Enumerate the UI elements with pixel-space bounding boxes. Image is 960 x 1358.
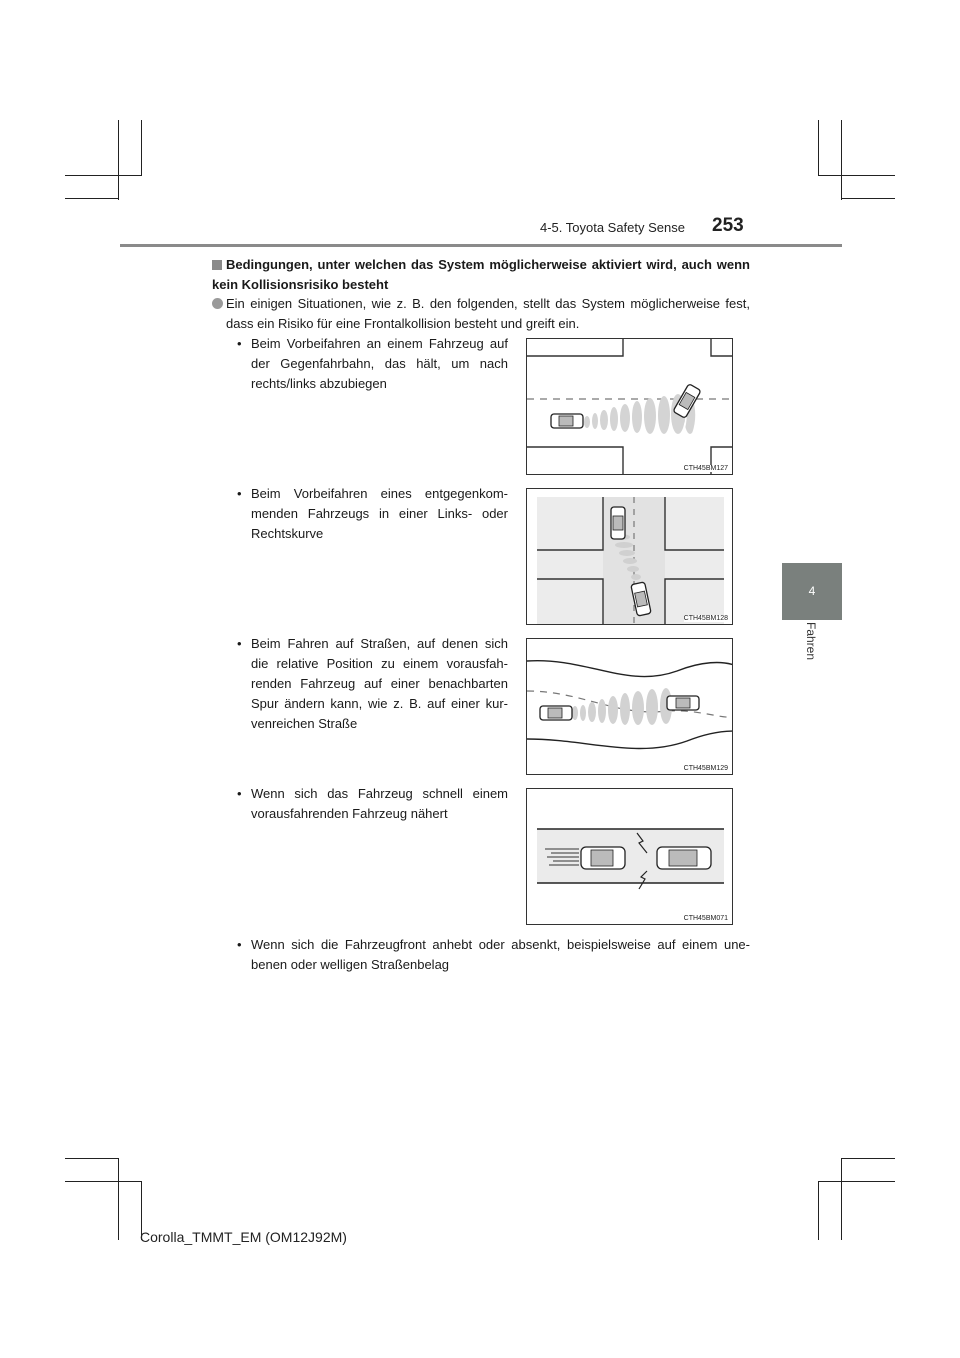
crop-mark [841,1158,895,1159]
list-item-text: Wenn sich die Fahrzeugfront anhebt oder absenkt, beispielsweise auf einem une-benen oder welligen Straßenbelag [251,937,750,972]
crop-mark [841,120,842,200]
crop-mark [65,1158,119,1159]
list-item [237,634,508,734]
crop-mark [818,1181,895,1182]
illustration-winding-road [526,638,733,775]
crop-mark [118,1158,119,1240]
intro-paragraph [212,294,750,334]
circle-bullet-icon [212,298,223,309]
crop-mark [818,175,895,176]
illustration-oncoming-turning-vehicle [526,338,733,475]
intro-text: Ein einigen Situationen, wie z. B. den folgenden, stellt das System möglicherweise fest, dass ein Risiko für eine Frontalkollision besteht und greift ein. [226,296,750,331]
figure-code: CTH45BM071 [683,915,728,922]
chapter-label-text: Fahren [804,622,818,661]
figure-code: CTH45BM127 [683,465,728,472]
bullet-marker: • [237,486,242,501]
winding-road-diagram [527,639,733,775]
list-item-text: Beim Fahren auf Straßen, auf denen sich die relative Position zu einem vorausfah-renden Fahrzeug auf einer benachbarten Spur ändern kann, wie z. B. auf einer kur-venreichen Straße [251,636,508,731]
crop-mark [141,120,142,175]
bullet-marker: • [237,786,242,801]
list-item [237,484,508,544]
chapter-tab[interactable]: 4 [782,563,842,620]
list-item-text: Beim Vorbeifahren an einem Fahrzeug auf der Gegenfahrbahn, das hält, um nach rechts/links abzubiegen [251,336,508,391]
list-item [237,784,508,824]
section-heading [212,255,750,295]
crop-mark [818,1181,819,1240]
crop-mark [65,198,119,199]
header-divider [120,244,842,247]
illustration-rapid-approach [526,788,733,925]
figure-code: CTH45BM129 [683,765,728,772]
list-item [237,935,750,975]
page-number: 253 [712,215,744,236]
chapter-label [782,622,842,702]
crop-mark [841,198,895,199]
crop-mark [65,175,142,176]
list-item-text: Wenn sich das Fahrzeug schnell einem vorausfahrenden Fahrzeug nähert [251,786,508,821]
header-section-title: 4-5. Toyota Safety Sense [539,220,685,235]
figure-code: CTH45BM128 [683,615,728,622]
crop-mark [118,120,119,200]
rapid-approach-diagram [527,789,733,925]
intersection-diagram [527,339,733,475]
bullet-marker: • [237,636,242,651]
bullet-marker: • [237,937,242,952]
section-heading-text: Bedingungen, unter welchen das System möglicherweise aktiviert wird, auch wenn kein Kollisionsrisiko besteht [212,257,750,292]
list-item [237,334,508,394]
square-bullet-icon [212,260,222,270]
bullet-marker: • [237,336,242,351]
document-footer: Corolla_TMMT_EM (OM12J92M) [140,1229,347,1245]
crop-mark [818,120,819,175]
crop-mark [841,1158,842,1240]
illustration-oncoming-in-curve [526,488,733,625]
crop-mark [65,1181,142,1182]
list-item-text: Beim Vorbeifahren eines entgegenkom-menden Fahrzeugs in einer Links- oder Rechtskurve [251,486,508,541]
curve-diagram [527,489,733,625]
